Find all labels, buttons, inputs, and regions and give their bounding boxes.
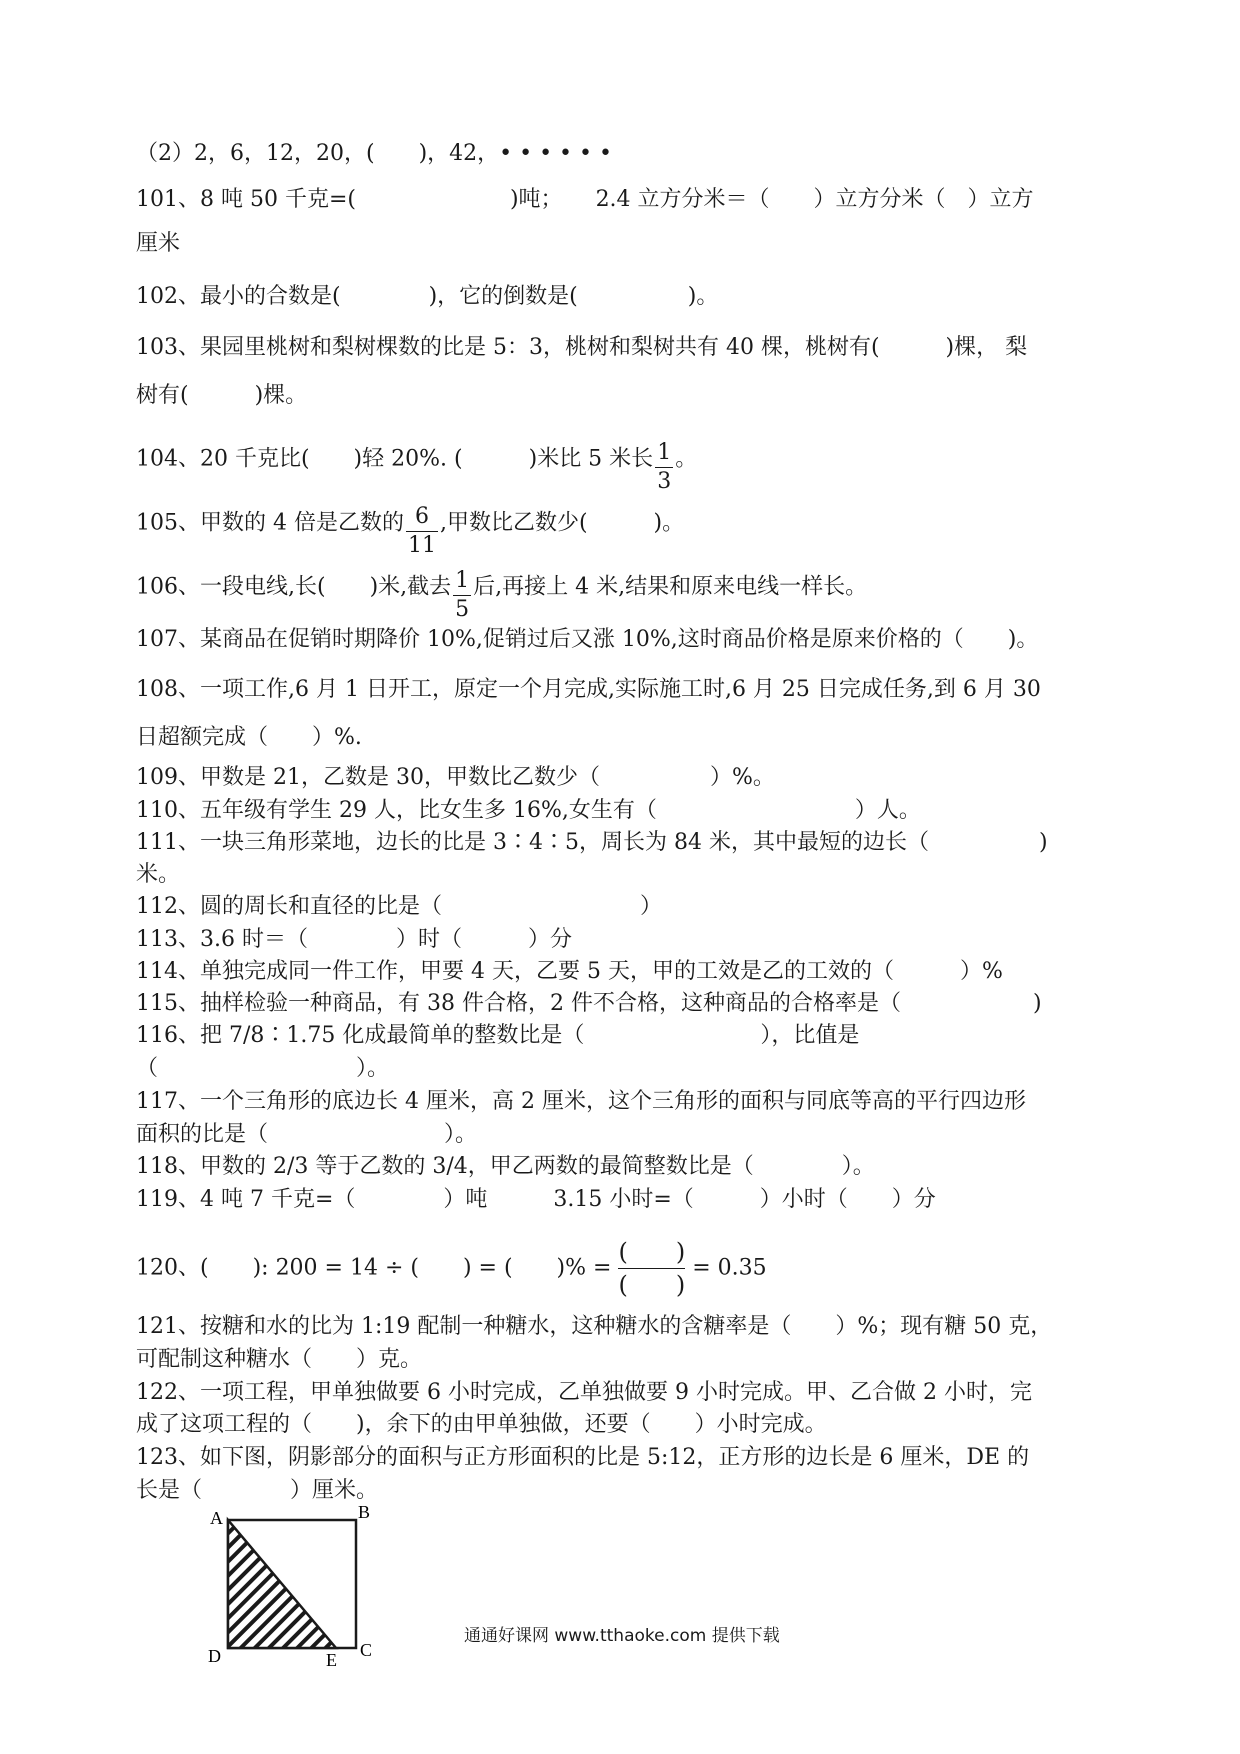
fraction: $\frac{6}{11}$ <box>407 504 436 558</box>
blank-fraction: $\frac{( )}{( )}$ <box>618 1238 686 1299</box>
question-105: 105、甲数的 4 倍是乙数的 $\frac{6}{11}$ ,甲数比乙数少( )。 <box>136 504 685 558</box>
question-101-cont: 厘米 <box>136 231 181 256</box>
label-a: A <box>210 1508 223 1528</box>
question-111-cont: 米。 <box>136 862 181 887</box>
question-2: （2）2，6，12，20，( )，42，• • • • • • <box>136 141 612 166</box>
footer-watermark: 通通好课网 www.tthaoke.com 提供下载 <box>464 1626 780 1646</box>
square-triangle-figure <box>196 1506 396 1666</box>
question-108-cont: 日超额完成（ ）%. <box>136 725 362 750</box>
question-101: 101、8 吨 50 千克=( )吨； 2.4 立方分米＝（ ）立方分米（ ）立方 <box>136 187 1034 212</box>
question-116: 116、把 7/8∶1.75 化成最简单的整数比是（ ），比值是 <box>136 1023 860 1048</box>
question-103-cont: 树有( )棵。 <box>136 383 308 408</box>
question-110: 110、五年级有学生 29 人，比女生多 16%,女生有（ ）人。 <box>136 798 921 823</box>
question-107: 107、某商品在促销时期降价 10%,促销过后又涨 10%,这时商品价格是原来价格的（ )。 <box>136 627 1039 652</box>
question-117-cont: 面积的比是（ ）。 <box>136 1122 478 1147</box>
fraction: $\frac{1}{5}$ <box>455 568 470 622</box>
shaded-triangle <box>228 1520 336 1648</box>
question-106: 106、一段电线,长( )米,截去 $\frac{1}{5}$ 后,再接上 4 米,结果和原来电线一样长。 <box>136 568 868 622</box>
question-123: 123、如下图，阴影部分的面积与正方形面积的比是 5:12，正方形的边长是 6 厘米，DE 的 <box>136 1445 1030 1470</box>
label-c: C <box>360 1640 373 1660</box>
label-e: E <box>326 1650 337 1666</box>
question-115: 115、抽样检验一种商品，有 38 件合格，2 件不合格，这种商品的合格率是（ ) <box>136 991 1042 1016</box>
question-102: 102、最小的合数是( )，它的倒数是( )。 <box>136 284 719 309</box>
question-111: 111、一块三角形菜地，边长的比是 3∶4∶5，周长为 84 米，其中最短的边长（ ) <box>136 830 1048 855</box>
question-123-cont: 长是（ ）厘米。 <box>136 1478 379 1503</box>
label-b: B <box>358 1506 371 1522</box>
question-117: 117、一个三角形的底边长 4 厘米，高 2 厘米，这个三角形的面积与同底等高的平行四边形 <box>136 1089 1026 1114</box>
question-121-cont: 可配制这种糖水（ ）克。 <box>136 1347 423 1372</box>
question-122-cont: 成了这项工程的（ )，余下的由甲单独做，还要（ ）小时完成。 <box>136 1412 827 1437</box>
question-119: 119、4 吨 7 千克=（ ）吨 3.15 小时=（ ）小时（ ）分 <box>136 1187 936 1212</box>
question-122: 122、一项工程，甲单独做要 6 小时完成，乙单独做要 9 小时完成。甲、乙合做 2 小时，完 <box>136 1380 1032 1405</box>
question-116-cont: （ ）。 <box>136 1056 390 1081</box>
question-108: 108、一项工作,6 月 1 日开工，原定一个月完成,实际施工时,6 月 25 日完成任务,到 6 月 30 <box>136 677 1041 702</box>
question-103: 103、果园里桃树和梨树棵数的比是 5：3，桃树和梨树共有 40 棵，桃树有( )棵， 梨 <box>136 335 1028 360</box>
fraction: $\frac{1}{3}$ <box>657 440 672 494</box>
question-118: 118、甲数的 2/3 等于乙数的 3/4，甲乙两数的最简整数比是（ ）。 <box>136 1154 875 1179</box>
label-d: D <box>208 1646 221 1666</box>
question-120: 120、( ): 200 = 14 ÷ ( ) = ( )% = $\frac{( )}{( )}$ = 0.35 <box>136 1238 767 1299</box>
question-109: 109、甲数是 21，乙数是 30，甲数比乙数少（ ）%。 <box>136 765 775 790</box>
question-114: 114、单独完成同一件工作，甲要 4 天，乙要 5 天，甲的工效是乙的工效的（ ）% <box>136 959 1003 984</box>
question-112: 112、圆的周长和直径的比是（ ） <box>136 894 662 919</box>
question-121: 121、按糖和水的比为 1:19 配制一种糖水，这种糖水的含糖率是（ ）%；现有糖 50 克， <box>136 1314 1053 1339</box>
question-104: 104、20 千克比( )轻 20%. ( )米比 5 米长 $\frac{1}{3}$ 。 <box>136 440 698 494</box>
question-113: 113、3.6 时＝（ ）时（ ）分 <box>136 927 572 952</box>
